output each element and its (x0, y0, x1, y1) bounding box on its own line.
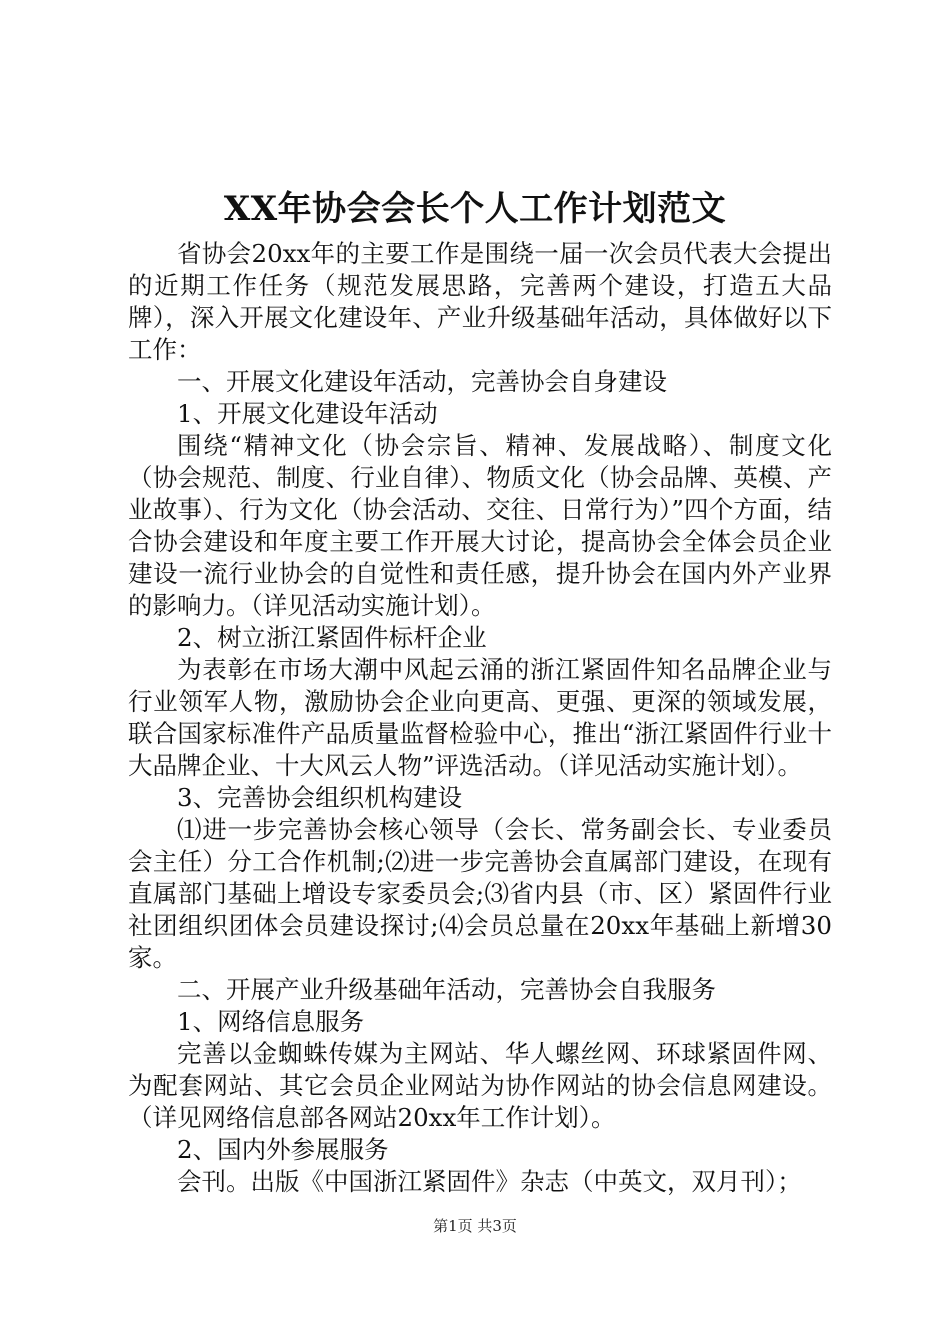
paragraph-2-1: 完善以金蜘蛛传媒为主网站、华人螺丝网、环球紧固件网、为配套网站、其它会员企业网站为协作网站的协会信息网建设。（详见网络信息部各网站20xx年工作计划）。 (128, 1039, 832, 1132)
section-heading-1: 一、开展文化建设年活动，完善协会自身建设 (177, 367, 667, 396)
section-heading-2: 二、开展产业升级基础年活动，完善协会自我服务 (177, 975, 716, 1004)
paragraph-1-1: 围绕“精神文化（协会宗旨、精神、发展战略）、制度文化（协会规范、制度、行业自律）、物质文化（协会品牌、英模、产业故事）、行为文化（协会活动、交往、日常行为）”四个方面，结合协会建设和年度主要工作开展大讨论，提高协会全体会员企业建设一流行业协会的自觉性和责任感，提升协会在国内外产业界的影响力。（详见活动实施计划）。 (128, 431, 832, 620)
paragraph-1-2: 为表彰在市场大潮中风起云涌的浙江紧固件知名品牌企业与行业领军人物，激励协会企业向更高、更强、更深的领域发展，联合国家标准件产品质量监督检验中心，推出“浙江紧固件行业十大品牌企业、十大风云人物”评选活动。（详见活动实施计划）。 (128, 655, 832, 780)
page-number-footer: 第1页 共3页 (433, 1217, 517, 1235)
document-title: XX年协会会长个人工作计划范文 (223, 189, 727, 229)
paragraph-2-2: 会刊。出版《中国浙江紧固件》杂志（中英文，双月刊）； (177, 1167, 802, 1196)
paragraph-1-3: ⑴进一步完善协会核心领导（会长、常务副会长、专业委员会主任）分工合作机制;⑵进一步完善协会直属部门建设，在现有直属部门基础上增设专家委员会;⑶省内县（市、区）紧固件行业社团组织团体会员建设探讨;⑷会员总量在20xx年基础上新增30家。 (128, 815, 832, 972)
document-body (128, 238, 832, 1198)
paragraph-intro: 省协会20xx年的主要工作是围绕一届一次会员代表大会提出的近期工作任务（规范发展思路，完善两个建设，打造五大品牌），深入开展文化建设年、产业升级基础年活动，具体做好以下工作： (128, 239, 832, 364)
subsection-heading-1-1: 1、开展文化建设年活动 (177, 399, 438, 428)
subsection-heading-1-2: 2、树立浙江紧固件标杆企业 (177, 623, 487, 652)
subsection-heading-2-2: 2、国内外参展服务 (177, 1135, 389, 1164)
subsection-heading-2-1: 1、网络信息服务 (177, 1007, 365, 1036)
subsection-heading-1-3: 3、完善协会组织机构建设 (177, 783, 463, 812)
